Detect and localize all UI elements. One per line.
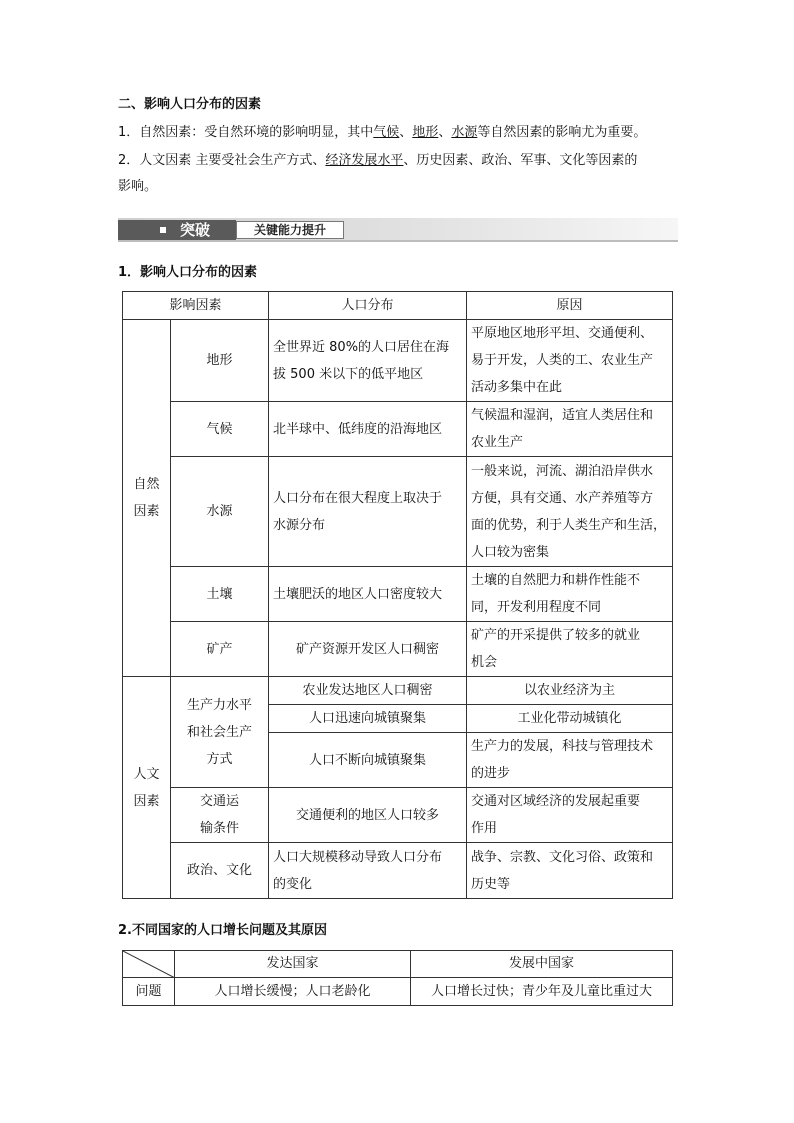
row-label-cell: 问题	[123, 978, 175, 1006]
factor-cell: 政治、文化	[171, 843, 269, 899]
cell-line: 交通对区域经济的发展起重要	[471, 794, 641, 809]
distribution-cell	[269, 457, 467, 567]
cell-line: 气候温和湿润，适宜人类居住和	[471, 408, 654, 423]
cell-line: 作用	[471, 821, 498, 836]
underlined-terrain: 地形	[412, 125, 439, 140]
banner-label: 突破	[180, 221, 211, 239]
cell-line: 活动多集中在此	[471, 380, 563, 395]
diagonal-line	[123, 951, 175, 978]
reason-cell	[467, 567, 673, 622]
group-label: 自然	[133, 477, 160, 492]
cell-line: 人口分布在很大程度上取决于	[273, 490, 443, 506]
human-factor-text: 2．人文因素 主要受社会生产方式、	[118, 153, 326, 168]
section-banner	[118, 218, 678, 242]
diagonal-header-cell	[123, 951, 175, 978]
cell-line: 水源分布	[273, 517, 326, 533]
human-factor-line2: 影响。	[118, 179, 158, 194]
cell-line: 平原地区地形平坦、交通便利、	[471, 326, 654, 341]
cell-line: 土壤的自然肥力和耕作性能不	[471, 573, 641, 588]
section-heading: 二、影响人口分布的因素	[118, 97, 262, 112]
reason-cell	[467, 843, 673, 899]
cell-line: 全世界近 80%的人口居住在海	[273, 339, 450, 355]
table2-title: 2.不同国家的人口增长问题及其原因	[118, 923, 327, 938]
cell-line: 的变化	[273, 876, 313, 892]
underlined-water: 水源	[451, 125, 478, 140]
cell-line: 一般来说，河流、湖泊沿岸供水	[471, 463, 654, 479]
distribution-cell	[269, 320, 467, 402]
reason-cell: 工业化带动城镇化	[467, 705, 673, 733]
distribution-cell: 交通便利的地区人口较多	[269, 788, 467, 843]
reason-cell	[467, 788, 673, 843]
banner-label-box	[118, 220, 236, 240]
distribution-cell: 人口不断向城镇聚集	[269, 733, 467, 788]
table-row	[123, 788, 673, 843]
table-row	[123, 677, 673, 705]
separator: 、	[399, 125, 413, 140]
factor-cell	[171, 788, 269, 843]
table-row	[123, 978, 673, 1006]
cell-line: 的进步	[471, 766, 511, 781]
distribution-cell: 土壤肥沃的地区人口密度较大	[269, 567, 467, 622]
reason-cell	[467, 622, 673, 677]
separator: 、	[438, 125, 452, 140]
natural-factor-suffix: 等自然因素的影响尤为重要。	[477, 125, 647, 140]
group-cell-human	[123, 677, 171, 899]
cell-line: 机会	[471, 655, 498, 670]
group-label: 人文	[133, 766, 160, 782]
reason-cell	[467, 402, 673, 457]
table-row	[123, 457, 673, 567]
cell-line: 面的优势，利于人类生产和生活，	[471, 517, 667, 533]
underlined-climate: 气候	[373, 125, 400, 140]
table-row	[123, 320, 673, 402]
header-cell: 发展中国家	[411, 951, 673, 978]
factor-cell: 矿产	[171, 622, 269, 677]
header-cell: 人口分布	[269, 292, 467, 320]
reason-cell	[467, 457, 673, 567]
cell-line: 拔 500 米以下的低平地区	[273, 366, 424, 382]
cell-line: 和社会生产	[187, 724, 253, 740]
cell-line: 矿产的开采提供了较多的就业	[471, 628, 641, 643]
distribution-cell: 农业发达地区人口稠密	[269, 677, 467, 705]
natural-factor-text: 1．自然因素：受自然环境的影响明显，其中	[118, 125, 374, 140]
cell-line: 方便，具有交通、水产养殖等方	[471, 490, 654, 506]
table-header-row	[123, 292, 673, 320]
table-row	[123, 622, 673, 677]
factors-table	[122, 291, 673, 899]
table-header-row	[123, 951, 673, 978]
cell-line: 生产力水平	[187, 697, 253, 713]
cell-line: 方式	[206, 751, 233, 767]
cell-line: 生产力的发展，科技与管理技术	[471, 739, 654, 754]
cell-line: 人口较为密集	[471, 544, 550, 560]
table-row	[123, 567, 673, 622]
natural-factor-paragraph	[118, 124, 646, 142]
header-cell: 影响因素	[123, 292, 269, 320]
banner-subtitle: 关键能力提升	[236, 221, 344, 239]
distribution-cell: 北半球中、低纬度的沿海地区	[269, 402, 467, 457]
distribution-cell: 矿产资源开发区人口稠密	[269, 622, 467, 677]
table-row	[123, 402, 673, 457]
factor-cell: 土壤	[171, 567, 269, 622]
cell-line: 易于开发，人类的工、农业生产	[471, 353, 654, 368]
header-cell: 发达国家	[175, 951, 411, 978]
cell-line: 战争、宗教、文化习俗、政策和	[471, 849, 654, 865]
table1-title: 1．影响人口分布的因素	[118, 265, 258, 280]
cell-line: 输条件	[200, 821, 240, 836]
header-cell: 原因	[467, 292, 673, 320]
cell-line: 同，开发利用程度不同	[471, 600, 602, 615]
factor-cell: 水源	[171, 457, 269, 567]
developed-cell: 人口增长缓慢；人口老龄化	[175, 978, 411, 1006]
distribution-cell: 人口迅速向城镇聚集	[269, 705, 467, 733]
reason-cell	[467, 320, 673, 402]
population-growth-table	[122, 950, 673, 1006]
group-label: 因素	[133, 793, 160, 809]
underlined-economy: 经济发展水平	[325, 153, 404, 168]
group-cell-natural	[123, 320, 171, 677]
cell-line: 农业生产	[471, 435, 524, 450]
table-row	[123, 843, 673, 899]
reason-cell: 以农业经济为主	[467, 677, 673, 705]
human-factor-paragraph	[118, 152, 637, 170]
cell-line: 历史等	[471, 876, 511, 892]
factor-cell	[171, 677, 269, 788]
cell-line: 人口大规模移动导致人口分布	[273, 849, 443, 865]
banner-underline	[118, 240, 678, 242]
cell-line: 交通运	[200, 794, 240, 809]
factor-cell: 地形	[171, 320, 269, 402]
factor-cell: 气候	[171, 402, 269, 457]
developing-cell: 人口增长过快；青少年及儿童比重过大	[411, 978, 673, 1006]
distribution-cell	[269, 843, 467, 899]
reason-cell	[467, 733, 673, 788]
square-bullet-icon	[160, 227, 166, 233]
human-factor-suffix: 、历史因素、政治、军事、文化等因素的	[403, 153, 638, 168]
group-label: 因素	[133, 504, 160, 519]
